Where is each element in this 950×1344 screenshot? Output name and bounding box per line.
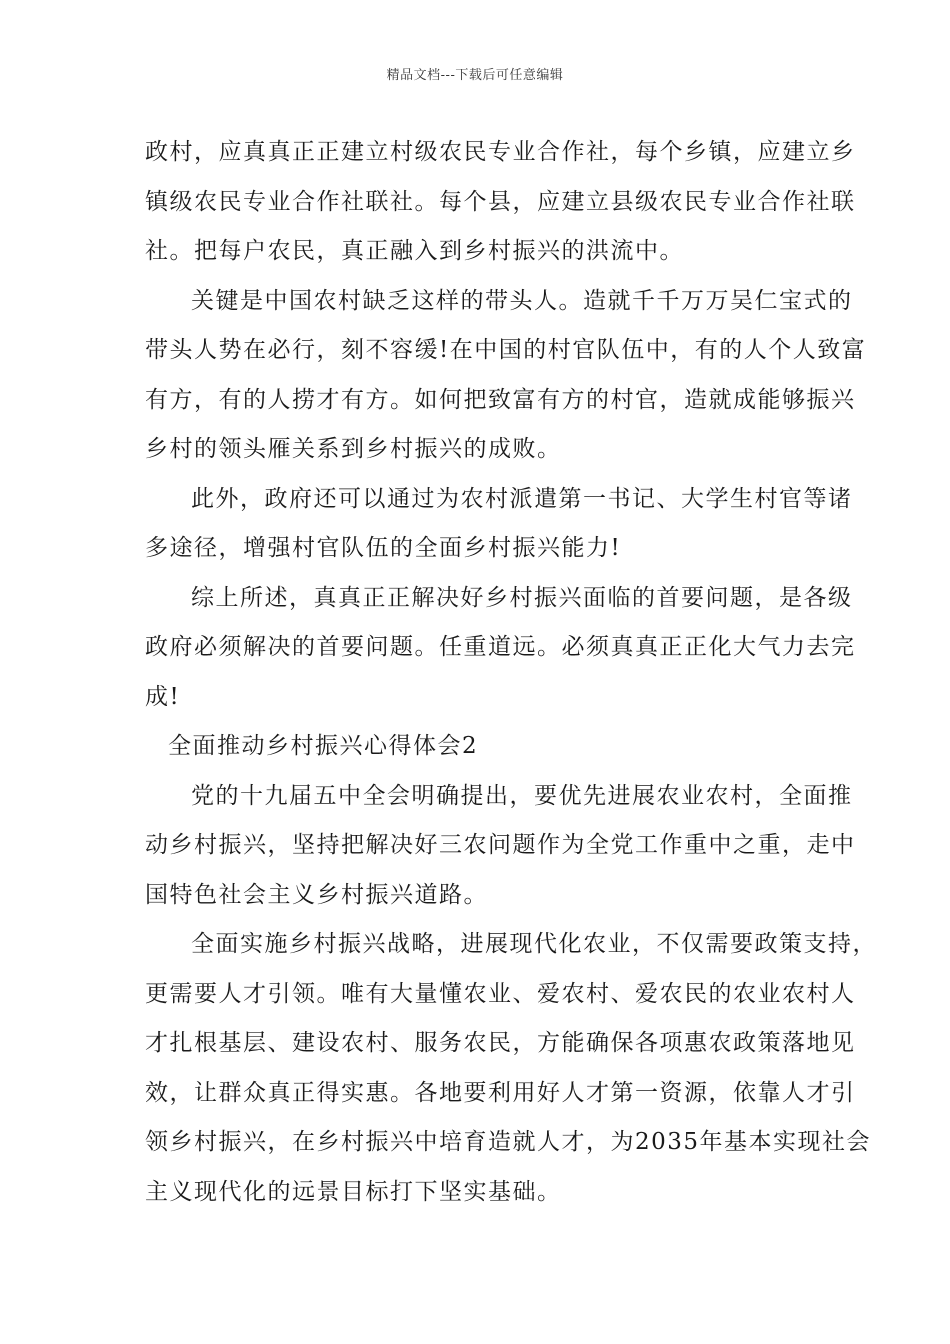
section-title xyxy=(145,722,815,772)
text-line: 成! xyxy=(145,683,181,710)
text-line: 全面推动乡村振兴心得体会2 xyxy=(168,733,479,759)
page-header: 精品文档---下载后可任意编辑 xyxy=(386,68,564,83)
paragraph xyxy=(145,920,877,1217)
text-line: 主义现代化的远景目标打下坚实基础。 xyxy=(145,1178,562,1205)
text-line: 政府必须解决的首要问题。任重道远。必须真真正正化大气力去完 xyxy=(145,634,856,660)
text-line: 乡村的领头雁关系到乡村振兴的成败。 xyxy=(145,436,562,462)
text-line: 领乡村振兴，在乡村振兴中培育造就人才，为2035年基本实现社会 xyxy=(145,1129,872,1155)
text-line: 镇级农民专业合作社联社。每个县，应建立县级农民专业合作社联 xyxy=(145,188,856,215)
text-line: 有方，有的人捞才有方。如何把致富有方的村官，造就成能够振兴 xyxy=(145,386,856,413)
text-line: 党的十九届五中全会明确提出，要优先进展农业农村，全面推 xyxy=(191,782,853,809)
text-line: 关键是中国农村缺乏这样的带头人。造就千千万万吴仁宝式的 xyxy=(191,287,853,314)
text-line: 此外，政府还可以通过为农村派遣第一书记、大学生村官等诸 xyxy=(191,485,853,512)
text-line: 才扎根基层、建设农村、服务农民，方能确保各项惠农政策落地见 xyxy=(145,1030,856,1056)
text-line: 更需要人才引领。唯有大量懂农业、爱农村、爱农民的农业农村人 xyxy=(145,980,856,1007)
text-line: 社。把每户农民，真正融入到乡村振兴的洪流中。 xyxy=(145,238,684,264)
paragraph xyxy=(145,277,867,475)
text-line: 动乡村振兴，坚持把解决好三农问题作为全党工作重中之重，走中 xyxy=(145,832,856,858)
text-line: 政村，应真真正正建立村级农民专业合作社，每个乡镇，应建立乡 xyxy=(145,139,856,165)
paragraph xyxy=(145,772,856,921)
paragraph xyxy=(145,475,853,574)
text-line: 国特色社会主义乡村振兴道路。 xyxy=(145,881,488,908)
text-line: 带头人势在必行，刻不容缓!在中国的村官队伍中，有的人个人致富 xyxy=(145,337,867,363)
text-line: 多途径，增强村官队伍的全面乡村振兴能力! xyxy=(145,535,622,561)
text-line: 综上所述，真真正正解决好乡村振兴面临的首要问题，是各级 xyxy=(191,584,853,611)
text-line: 效，让群众真正得实惠。各地要利用好人才第一资源，依靠人才引 xyxy=(145,1079,856,1106)
paragraph xyxy=(145,128,856,277)
paragraph xyxy=(145,574,856,723)
document-body xyxy=(145,128,877,1217)
text-line: 全面实施乡村振兴战略，进展现代化农业，不仅需要政策支持， xyxy=(191,931,877,957)
